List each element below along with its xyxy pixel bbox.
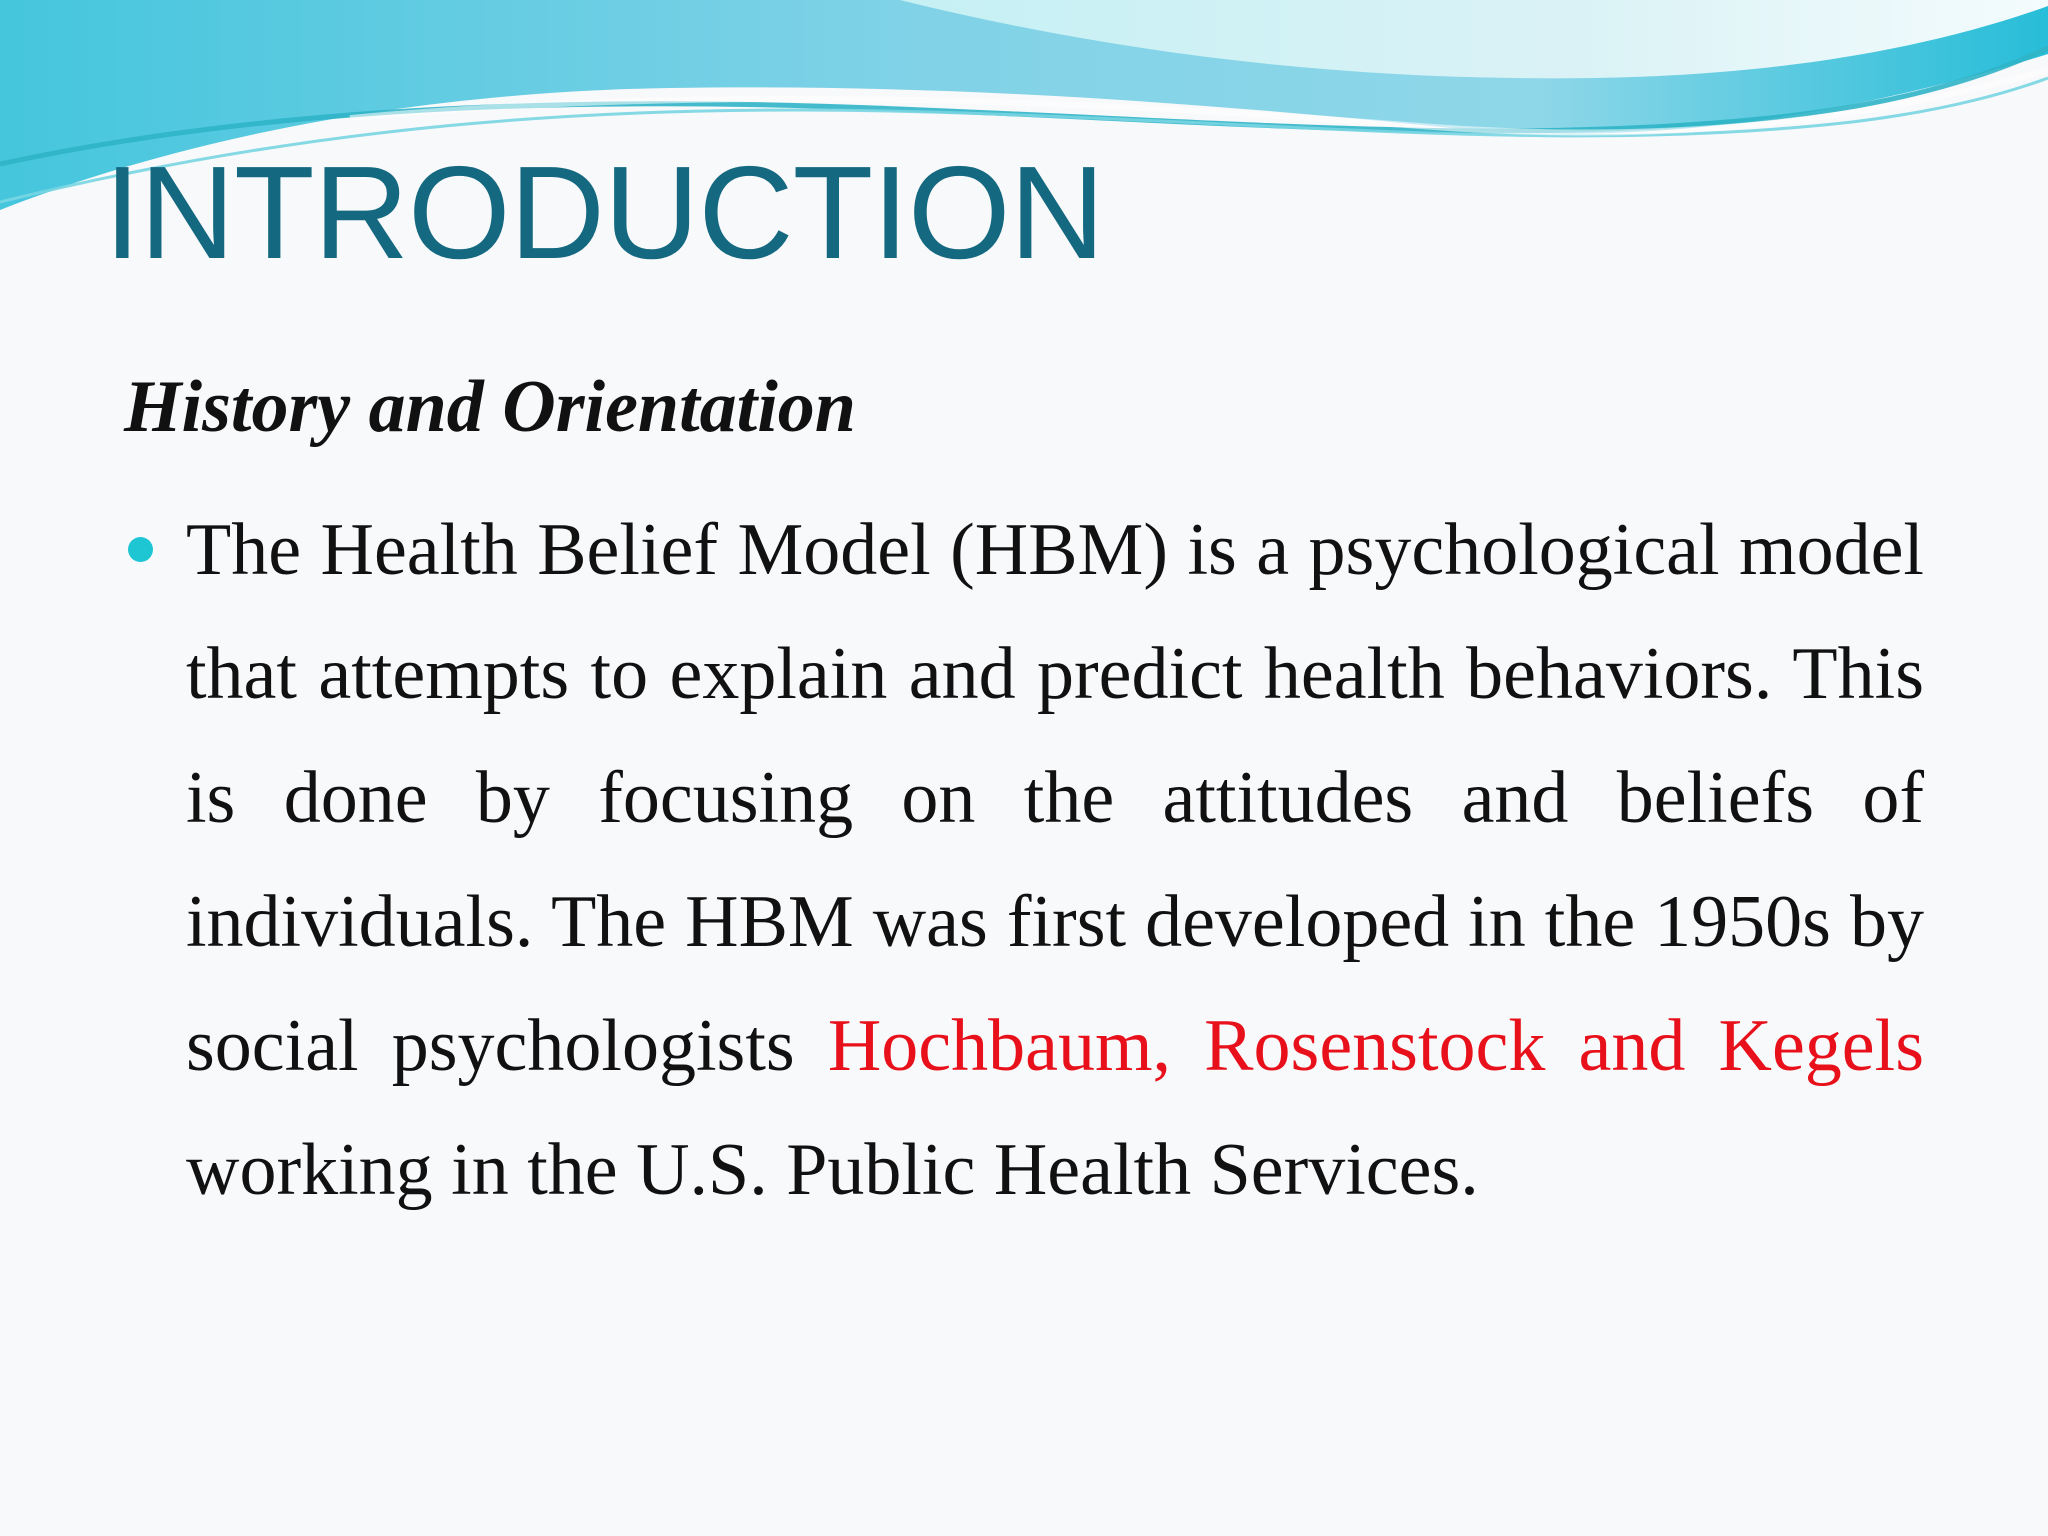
bullet-item-hbm-history xyxy=(186,488,1924,1232)
bullet-text-after: working in the U.S. Public Health Services. xyxy=(186,1129,1479,1211)
bullet-text-before: The Health Belief Model (HBM) is a psychological model that attempts to explain and predict health behaviors. This is done by focusing on the attitudes and beliefs of individuals. The HBM was first developed in the 1950s by social psychologists xyxy=(186,509,1924,1087)
bullet-list xyxy=(186,488,1924,1232)
highlighted-names: Hochbaum, Rosenstock and Kegels xyxy=(827,1005,1924,1087)
bullet-dot-icon xyxy=(128,537,153,562)
section-subtitle: History and Orientation xyxy=(124,366,856,448)
slide-title: INTRODUCTION xyxy=(104,139,1104,286)
